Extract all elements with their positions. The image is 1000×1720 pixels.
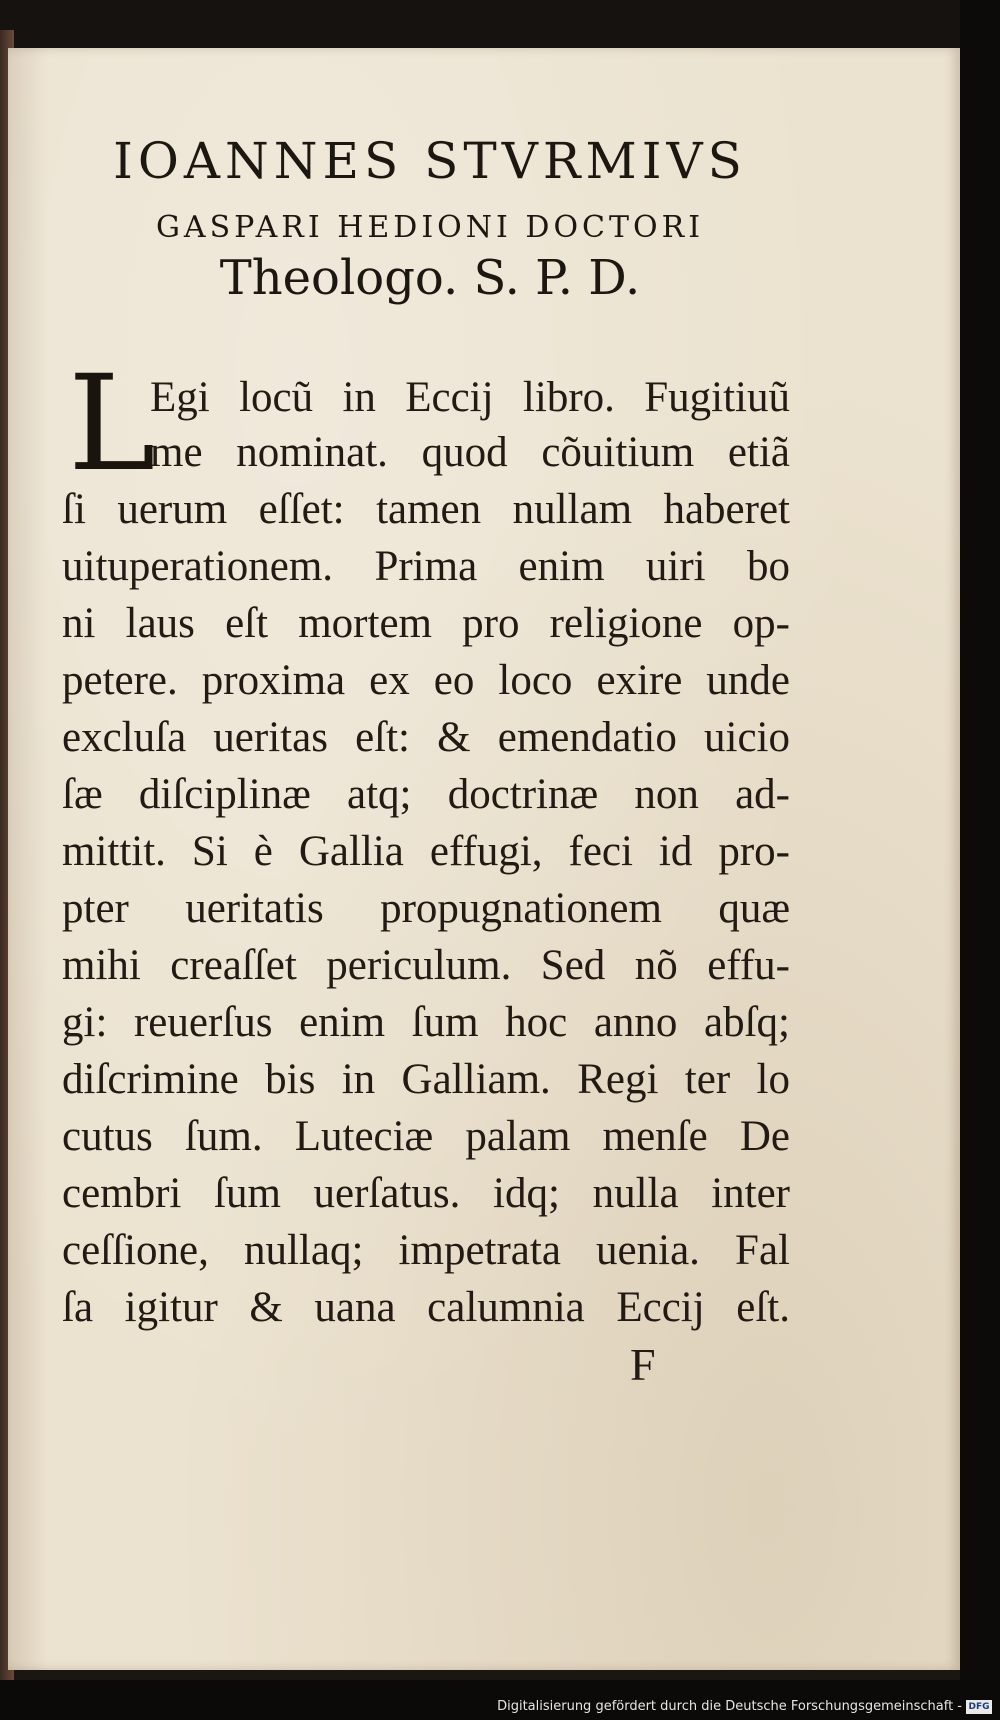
text-line: ſa igitur & uana calumnia Eccij eſt. [62, 1284, 790, 1331]
footer-bar [0, 1680, 1000, 1720]
text-line: me nominat. quod cõuitium etiã [150, 429, 790, 476]
text-line: diſcrimine bis in Galliam. Regi ter lo [62, 1056, 790, 1103]
text-line: cembri ſum uerſatus. idq; nulla inter [62, 1170, 790, 1217]
drop-cap-initial: L [68, 347, 156, 501]
text-line: petere. proxima ex eo loco exire unde [62, 657, 790, 704]
text-line: mihi creaſſet periculum. Sed nõ effu- [62, 942, 790, 989]
scan-background-top [0, 0, 1000, 50]
text-line: ni laus eſt mortem pro religione op- [62, 600, 790, 647]
text-line: pter ueritatis propugnationem quæ [62, 885, 790, 932]
salutation-heading: Theologo. S. P. D. [219, 250, 641, 306]
text-line: excluſa ueritas eſt: & emendatio uicio [62, 714, 790, 761]
recipient-heading: GASPARI HEDIONI DOCTORI [155, 210, 705, 245]
text-line: ſi uerum eſſet: tamen nullam haberet [62, 486, 790, 533]
text-line: gi: reuerſus enim ſum hoc anno abſq; [62, 999, 790, 1046]
text-line: cutus ſum. Luteciæ palam menſe De [62, 1113, 790, 1160]
funding-credit: Digitalisierung gefördert durch die Deutsche Forschungsgemeinschaft - [497, 1699, 962, 1714]
signature-mark: F [630, 1339, 656, 1390]
text-line: uituperationem. Prima enim uiri bo [62, 543, 790, 590]
text-line: Egi locũ in Eccij libro. Fugitiuũ [150, 374, 790, 421]
text-line: ſæ diſciplinæ atq; doctrinæ non ad- [62, 771, 790, 818]
author-heading: IOANNES STVRMIVS [113, 132, 747, 190]
dfg-logo: DFG [966, 1700, 992, 1714]
text-line: ceſſione, nullaq; impetrata uenia. Fal [62, 1227, 790, 1274]
scan-background-right [960, 0, 1000, 1720]
text-line: mittit. Si è Gallia effugi, feci id pro- [62, 828, 790, 875]
